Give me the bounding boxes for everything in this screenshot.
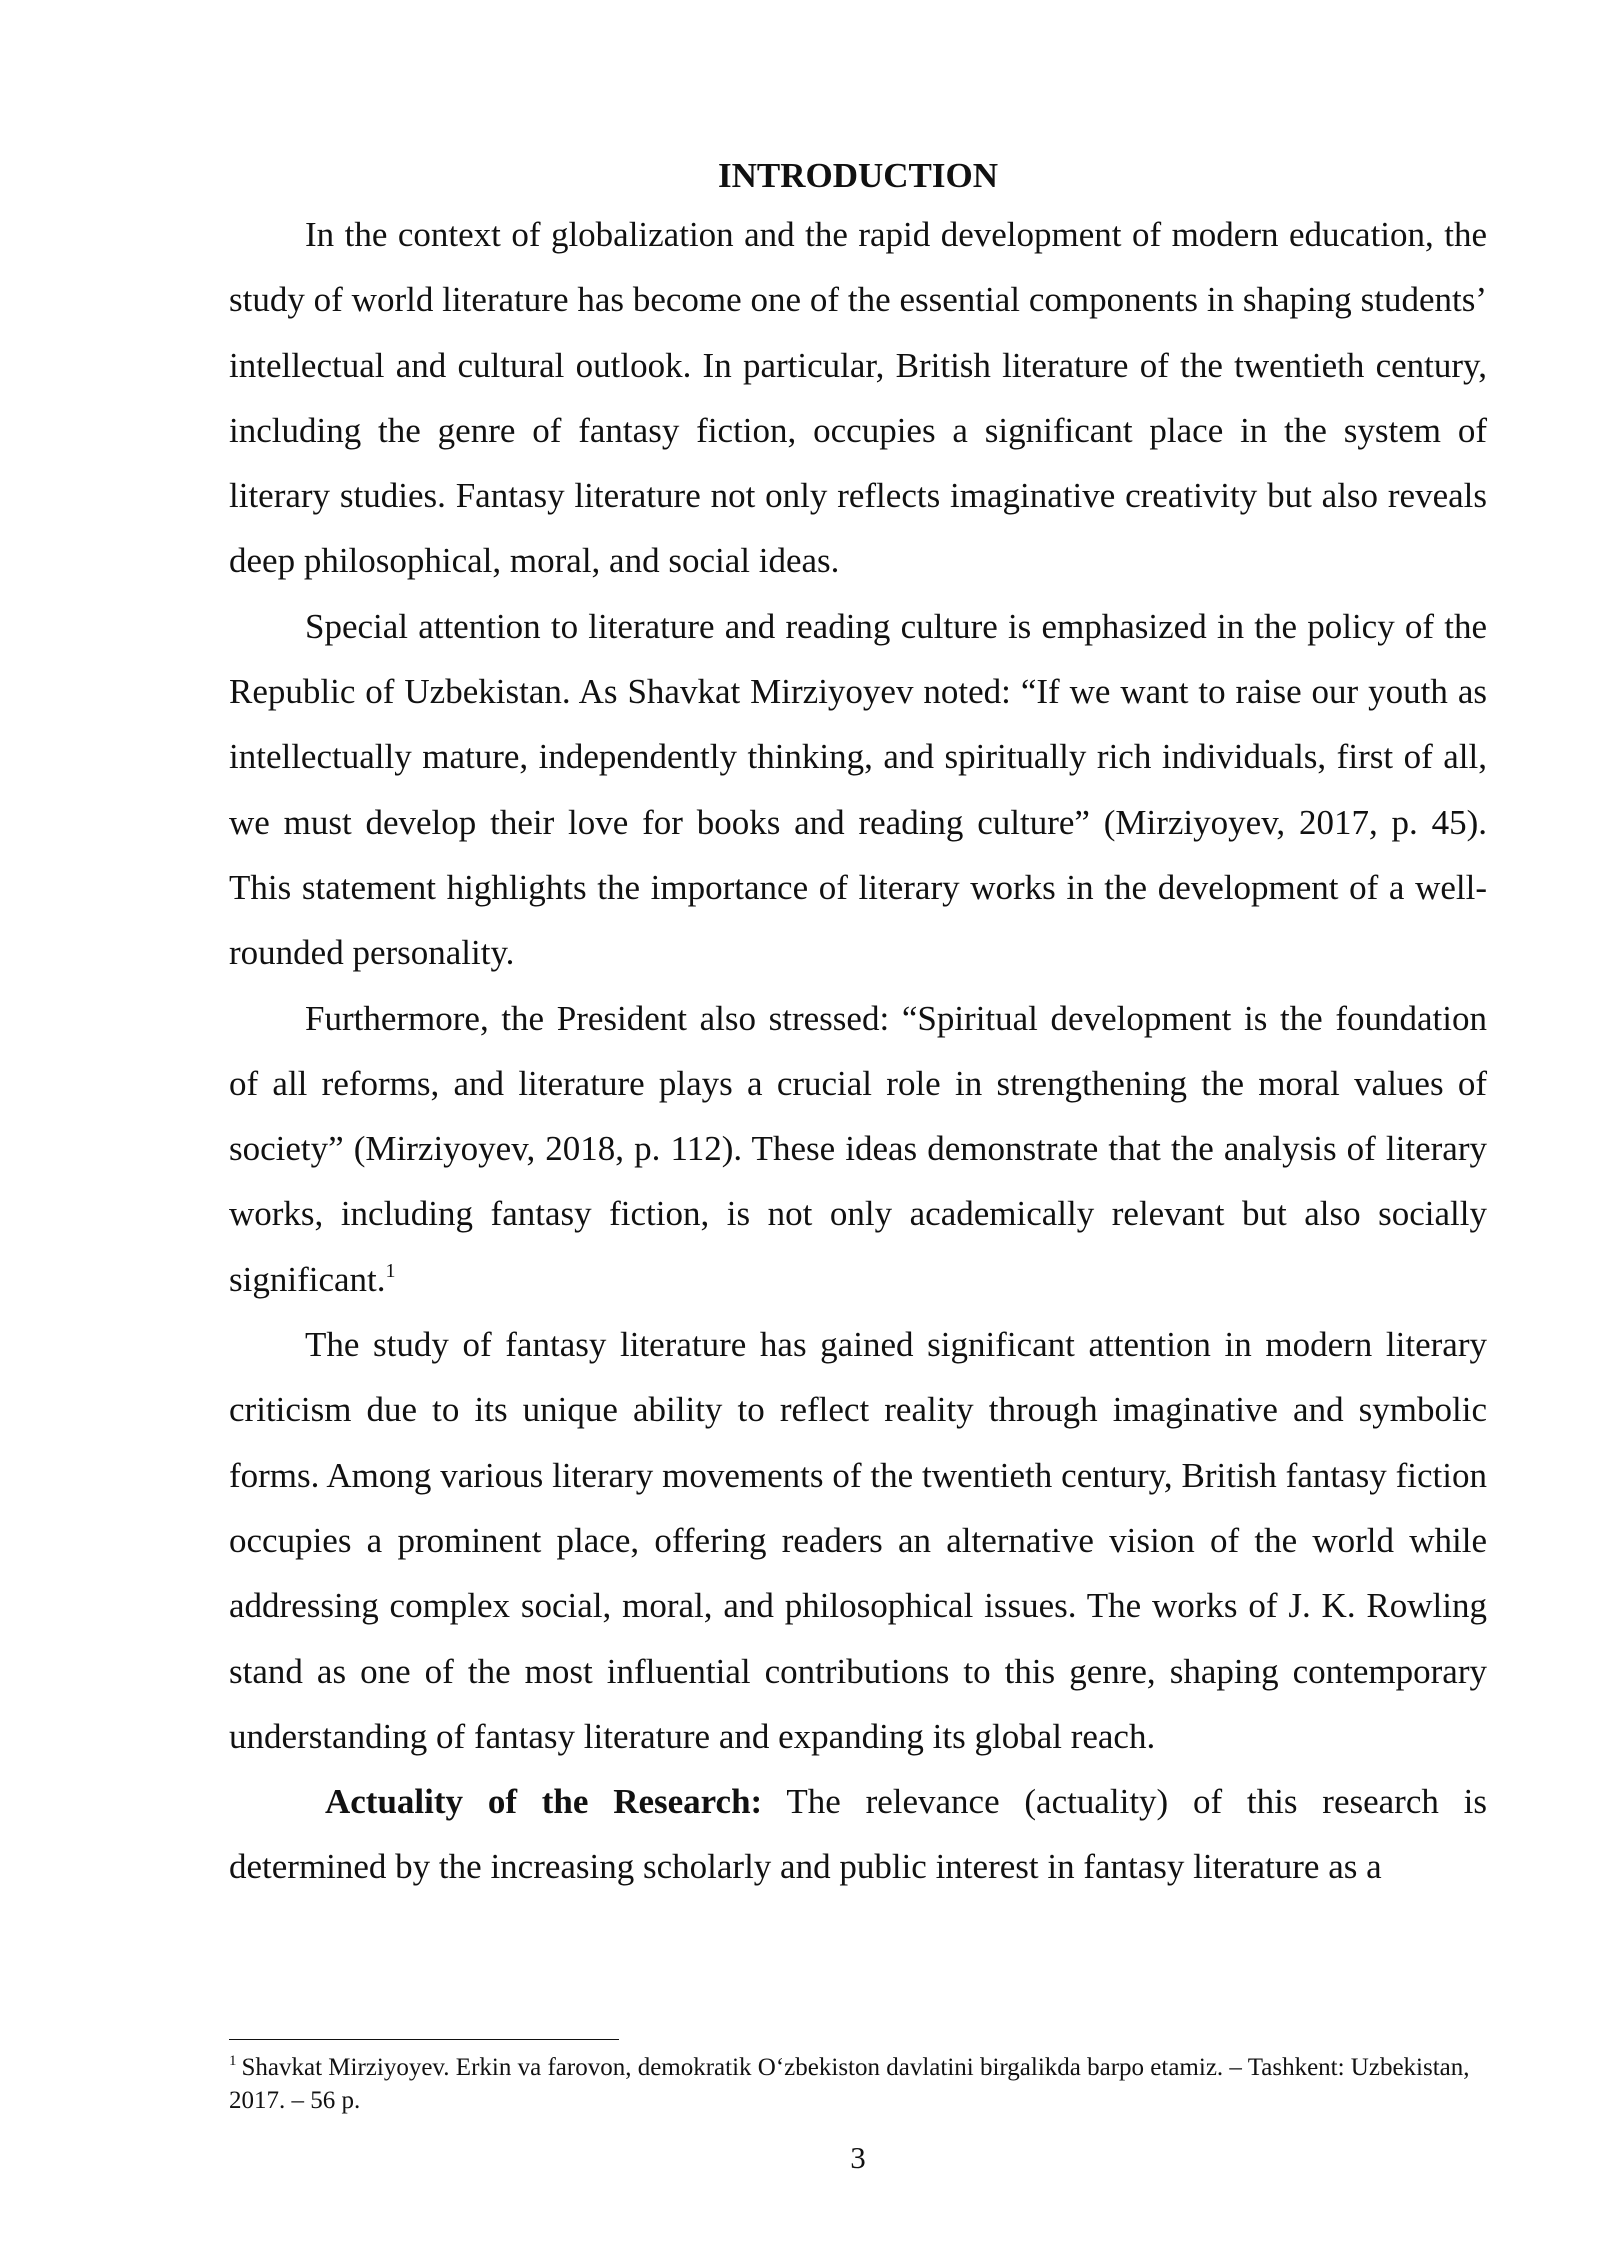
- page-number: 3: [850, 2140, 866, 2175]
- main-text: [229, 150, 1487, 1900]
- section-heading: INTRODUCTION: [717, 156, 999, 195]
- paragraph-reading-culture: Special attention to literature and reading culture is emphasized in the policy of the Republic of Uzbekistan. As Shavkat Mirziyoyev noted: “If we want to raise our youth as intellectually mature, independently thinking, and spiritually rich individuals, first of all, we must develop their love for books and reading culture” (Mirziyoyev, 2017, p. 45). This statement highlights the importance of literary works in the development of a well-rounded personality.: [229, 606, 1487, 973]
- footnote-separator: [229, 2039, 619, 2040]
- paragraph-actuality: [229, 1769, 1487, 1900]
- footnote: [229, 2051, 1487, 2117]
- paragraph-globalization: In the context of globalization and the rapid development of modern education, the study of world literature has become one of the essential components in shaping students’ intellectual and cultural outlook. In particular, British literature of the twentieth century, including the genre of fantasy fiction, occupies a significant place in the system of literary studies. Fantasy literature not only reflects imaginative creativity but also reveals deep philosophical, moral, and social ideas.: [229, 215, 1487, 581]
- paragraph-spiritual-development-text: Furthermore, the President also stressed: “Spiritual development is the foundation of all reforms, and literature plays a crucial role in strengthening the moral values of society” (Mirziyoyev, 2018, p. 112). These ideas demonstrate that the analysis of literary works, including fantasy fiction, is not only academically relevant but also socially significant.: [229, 998, 1487, 1299]
- footnote-mark: 1: [229, 2053, 237, 2069]
- actuality-lead: Actuality of the Research:: [325, 1782, 763, 1822]
- actuality-text: The relevance (actuality) of this research is determined by the increasing scholarly and public interest in fantasy literature as a: [229, 1782, 1487, 1887]
- paragraph-spiritual-development: [229, 986, 1487, 1312]
- footnote-text: Shavkat Mirziyoyev. Erkin va farovon, demokratik O‘zbekiston davlatini birgalikda barpo etamiz. – Tashkent: Uzbekistan, 2017. – 56 p.: [229, 2054, 1470, 2114]
- paragraph-fantasy-study: The study of fantasy literature has gained significant attention in modern literary criticism due to its unique ability to reflect reality through imaginative and symbolic forms. Among various literary movements of the twentieth century, British fantasy fiction occupies a prominent place, offering readers an alternative vision of the world while addressing complex social, moral, and philosophical issues. The works of J. K. Rowling stand as one of the most influential contributions to this genre, shaping contemporary understanding of fantasy literature and expanding its global reach.: [229, 1325, 1487, 1756]
- footnote-reference[interactable]: 1: [385, 1259, 396, 1282]
